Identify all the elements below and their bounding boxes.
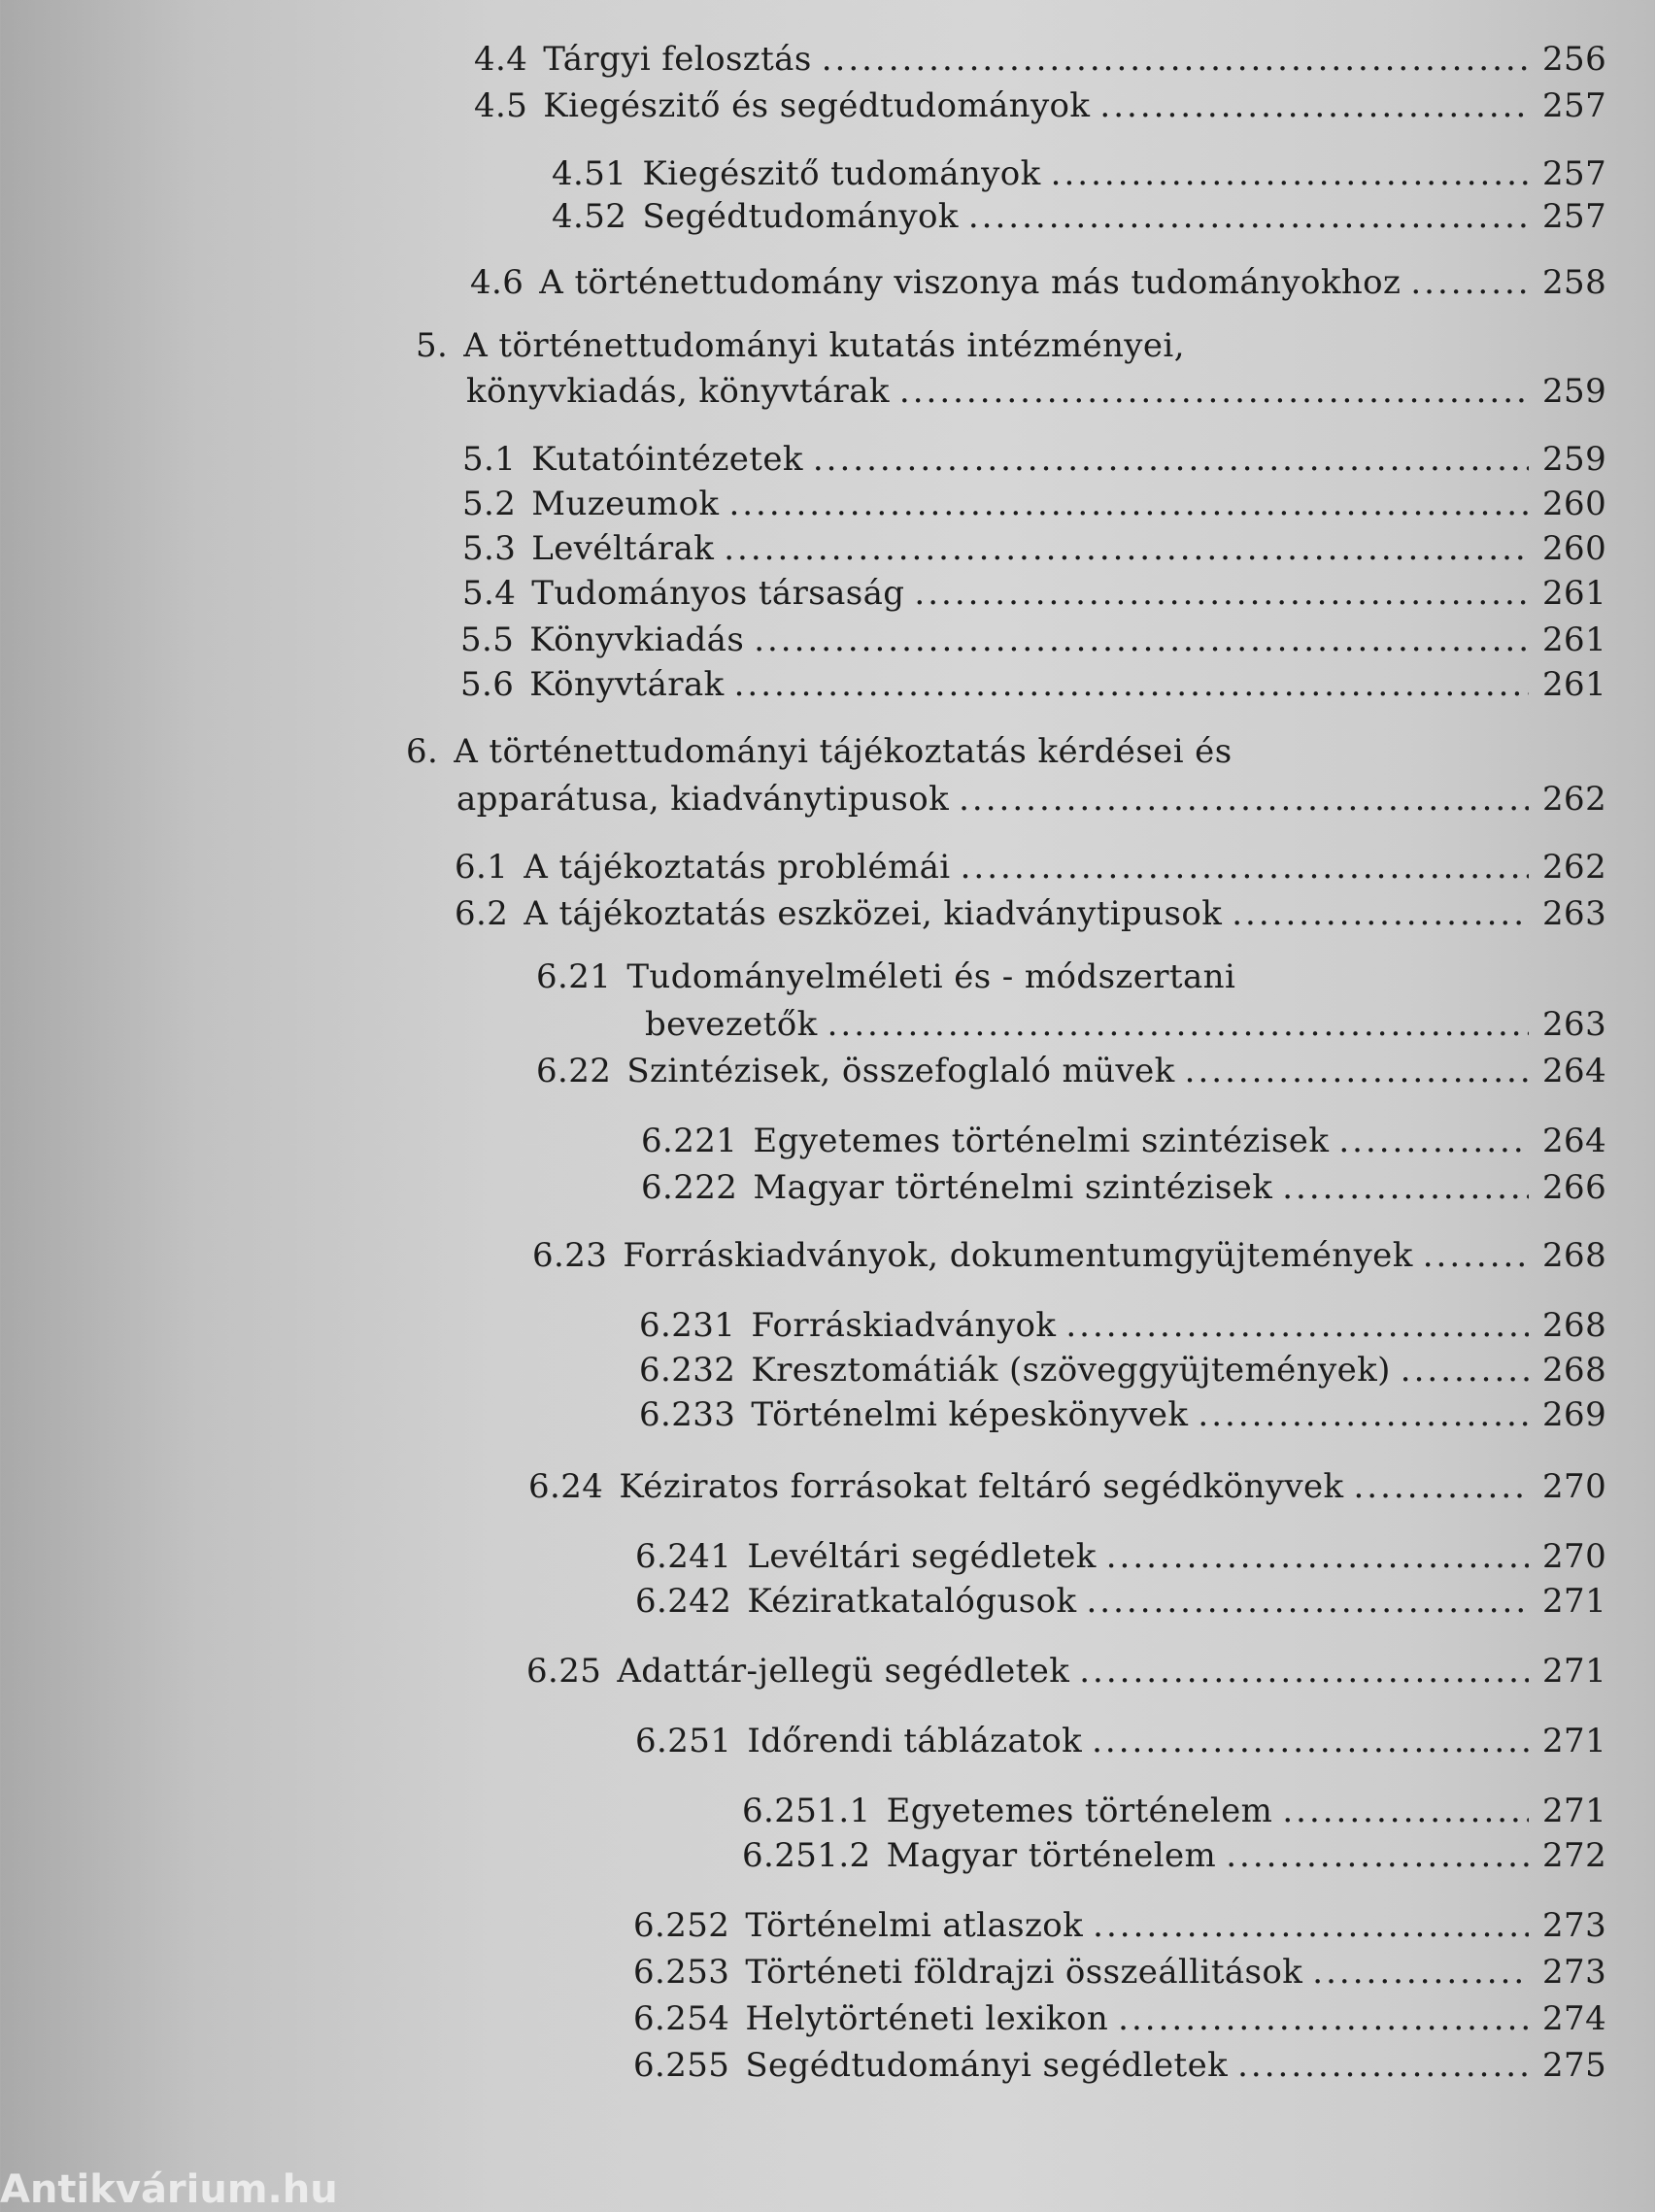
toc-title: Kutatóintézetek: [531, 440, 803, 479]
toc-page-number: 264: [1542, 1052, 1607, 1090]
toc-number: 6.251.2: [742, 1836, 871, 1875]
toc-entry-5-5: [460, 610, 1607, 659]
toc-number: 6.255: [633, 2046, 730, 2085]
toc-title: A történettudomány viszonya más tudományokhoz: [539, 263, 1402, 302]
toc-page-number: 257: [1542, 197, 1607, 236]
dot-leader: [1282, 1171, 1529, 1204]
toc-title: Történeti földrajzi összeállitások: [745, 1953, 1303, 1992]
dot-leader: [1185, 1055, 1529, 1088]
toc-entry-4-52: [552, 186, 1607, 236]
toc-page-number: 268: [1542, 1351, 1607, 1390]
toc-number: 6.232: [639, 1351, 736, 1390]
toc-number: 5.3: [462, 529, 517, 568]
toc-entry-5-6: [460, 654, 1607, 704]
toc-entry-5-line1: [416, 318, 1185, 365]
toc-title: Forráskiadványok, dokumentumgyüjtemények: [623, 1236, 1413, 1275]
toc-title: Tudományelméleti és - módszertani: [626, 957, 1236, 996]
toc-number: 6.222: [641, 1168, 738, 1207]
toc-page-number: 256: [1542, 40, 1607, 79]
toc-number: 6.25: [526, 1652, 602, 1691]
toc-number: 6.221: [641, 1122, 738, 1160]
toc-entry-4-51: [552, 144, 1607, 193]
dot-leader: [1079, 1655, 1529, 1688]
toc-number: 4.4: [474, 40, 528, 79]
toc-entry-6-2: [455, 884, 1607, 933]
dot-leader: [728, 487, 1529, 520]
toc-page-number: 271: [1542, 1652, 1607, 1691]
toc-title: Egyetemes történelmi szintézisek: [753, 1122, 1330, 1160]
toc-page-number: 270: [1542, 1537, 1607, 1576]
toc-entry-5: [466, 361, 1607, 411]
toc-title: Segédtudományok: [642, 197, 959, 236]
dot-leader: [1198, 1398, 1529, 1431]
toc-title: Tárgyi felosztás: [543, 40, 812, 79]
toc-page-number: 266: [1542, 1168, 1607, 1207]
toc-number: 6.252: [633, 1906, 730, 1945]
dot-leader: [1338, 1124, 1529, 1157]
toc-entry-6-252: [633, 1895, 1607, 1945]
toc-title: Történelmi atlaszok: [745, 1906, 1084, 1945]
toc-entry-6: [456, 769, 1607, 819]
toc-entry-6-255: [633, 2035, 1607, 2085]
toc-page-number: 268: [1542, 1306, 1607, 1345]
dot-leader: [1312, 1956, 1529, 1989]
dot-leader: [1106, 1540, 1529, 1573]
toc-number: 6.251.1: [742, 1792, 871, 1830]
dot-leader: [724, 532, 1529, 565]
dot-leader: [1118, 2002, 1529, 2035]
toc-number: 4.6: [470, 263, 524, 302]
toc-title: Segédtudományi segédletek: [745, 2046, 1229, 2085]
toc-title: Forráskiadványok: [751, 1306, 1057, 1345]
toc-page-number: 261: [1542, 665, 1607, 704]
toc-title: Kiegészitő és segédtudományok: [543, 86, 1091, 125]
toc-entry-6-253: [633, 1942, 1607, 1992]
toc-page-number: 260: [1542, 529, 1607, 568]
dot-leader: [1092, 1725, 1529, 1758]
toc-title: A tájékoztatás eszközei, kiadványtipusok: [524, 894, 1223, 933]
toc-page-number: 269: [1542, 1395, 1607, 1434]
toc-entry-6-233: [639, 1385, 1607, 1434]
dot-leader: [1232, 897, 1529, 930]
toc-title: Magyar történelmi szintézisek: [753, 1168, 1273, 1207]
dot-leader: [899, 375, 1529, 408]
toc-title: Kéziratos forrásokat feltáró segédkönyvek: [619, 1467, 1344, 1506]
toc-page-number: 257: [1542, 154, 1607, 193]
dot-leader: [1353, 1470, 1529, 1503]
dot-leader: [822, 43, 1529, 76]
toc-entry-6-1: [455, 837, 1607, 887]
toc-title: Magyar történelem: [886, 1836, 1217, 1875]
toc-number: 5.2: [462, 485, 517, 523]
toc-number: 5.6: [460, 665, 515, 704]
toc-entry-6-21: [645, 994, 1607, 1044]
toc-number: 5.1: [462, 440, 517, 479]
dot-leader: [754, 623, 1529, 656]
toc-entry-4-5: [474, 76, 1607, 125]
toc-title: Kresztomátiák (szöveggyüjtemények): [751, 1351, 1391, 1390]
toc-number: 6.242: [635, 1582, 732, 1621]
toc-title-continuation: apparátusa, kiadványtipusok: [456, 780, 950, 819]
toc-page-number: 261: [1542, 620, 1607, 659]
toc-title: Levéltárak: [531, 529, 715, 568]
toc-entry-6-22: [536, 1041, 1606, 1088]
dot-leader: [1423, 1239, 1529, 1272]
dot-leader: [968, 200, 1529, 233]
toc-number: 5.4: [462, 574, 517, 613]
toc-number: 6.253: [633, 1953, 730, 1992]
dot-leader: [959, 783, 1529, 816]
dot-leader: [1401, 1354, 1529, 1387]
toc-entry-4-6: [470, 252, 1607, 302]
dot-leader: [1226, 1839, 1529, 1872]
toc-number: 5.: [416, 326, 449, 365]
toc-number: 6.1: [455, 848, 509, 887]
toc-page-number: 261: [1542, 574, 1607, 613]
toc-page-number: 262: [1542, 848, 1607, 887]
toc-page-number: 262: [1542, 780, 1607, 819]
dot-leader: [1093, 1909, 1529, 1942]
toc-number: 6.: [406, 732, 439, 771]
dot-leader: [1282, 1794, 1529, 1827]
toc-number: 6.233: [639, 1395, 736, 1434]
toc-page-number: 264: [1542, 1122, 1607, 1160]
toc-entry-6-242: [635, 1571, 1607, 1621]
toc-number: 4.52: [552, 197, 627, 236]
toc-page-number: 272: [1542, 1836, 1607, 1875]
toc-entry-5-4: [462, 563, 1607, 613]
toc-entry-5-2: [462, 474, 1607, 523]
toc-entry-6-221: [641, 1111, 1607, 1160]
toc-page-number: 274: [1542, 1999, 1607, 2038]
dot-leader: [1051, 157, 1529, 190]
toc-title: Levéltári segédletek: [747, 1537, 1097, 1576]
toc-entry-6-254: [633, 1989, 1607, 2038]
toc-entry-6-251: [635, 1711, 1606, 1758]
toc-page-number: 270: [1542, 1467, 1607, 1506]
toc-title: Kéziratkatalógusok: [747, 1582, 1077, 1621]
toc-number: 4.51: [552, 154, 627, 193]
toc-page-number: 263: [1542, 1005, 1607, 1044]
dot-leader: [914, 577, 1529, 610]
toc-title: Tudományos társaság: [531, 574, 905, 613]
toc-number: 6.22: [536, 1052, 612, 1090]
toc-page-number: 268: [1542, 1236, 1607, 1275]
toc-title: Szintézisek, összefoglaló müvek: [626, 1052, 1175, 1090]
toc-entry-6-21-line1: [536, 950, 1235, 996]
toc-page-number: 259: [1542, 440, 1607, 479]
toc-number: 6.251: [635, 1722, 732, 1760]
toc-page-number: 273: [1542, 1953, 1607, 1992]
toc-title: Könyvkiadás: [529, 620, 745, 659]
dot-leader: [1237, 2049, 1529, 2082]
toc-title: A tájékoztatás problémái: [524, 848, 951, 887]
toc-entry-6-241: [635, 1526, 1607, 1576]
toc-number: 6.241: [635, 1537, 732, 1576]
dot-leader: [813, 443, 1529, 476]
toc-entry-5-3: [462, 519, 1607, 568]
toc-title: Könyvtárak: [529, 665, 725, 704]
toc-page-number: 271: [1542, 1792, 1607, 1830]
toc-page-number: 273: [1542, 1906, 1607, 1945]
dot-leader: [1086, 1585, 1529, 1618]
dot-leader: [1065, 1309, 1529, 1342]
toc-number: 6.21: [536, 957, 612, 996]
dot-leader: [734, 668, 1529, 701]
toc-title-continuation: bevezetők: [645, 1005, 818, 1044]
toc-entry-6-24: [528, 1457, 1607, 1506]
toc-number: 6.23: [532, 1236, 608, 1275]
toc-title: Muzeumok: [531, 485, 720, 523]
toc-entry-6-251-2: [742, 1826, 1607, 1875]
toc-entry-6-222: [641, 1157, 1607, 1207]
toc-title: A történettudományi kutatás intézményei,: [463, 326, 1185, 365]
toc-page-number: 258: [1542, 263, 1607, 302]
toc-page-number: 275: [1542, 2046, 1607, 2085]
toc-title: A történettudományi tájékoztatás kérdései és: [454, 732, 1233, 771]
toc-title-continuation: könyvkiadás, könyvtárak: [466, 372, 890, 411]
toc-entry-4-4: [474, 29, 1607, 79]
toc-page-number: 259: [1542, 372, 1607, 411]
toc-entry-6-251-1: [742, 1781, 1607, 1830]
toc-number: 4.5: [474, 86, 528, 125]
toc-title: Adattár-jellegü segédletek: [617, 1652, 1070, 1691]
toc-number: 6.2: [455, 894, 509, 933]
toc-number: 5.5: [460, 620, 515, 659]
dot-leader: [961, 851, 1529, 884]
dot-leader: [828, 1008, 1529, 1041]
toc-number: 6.231: [639, 1306, 736, 1345]
toc-page-number: 260: [1542, 485, 1607, 523]
toc-number: 6.254: [633, 1999, 730, 2038]
dot-leader: [1410, 266, 1529, 299]
toc-entry-6-25: [526, 1641, 1607, 1691]
toc-entry-6-232: [639, 1340, 1607, 1390]
toc-page-number: 263: [1542, 894, 1607, 933]
toc-title: Időrendi táblázatok: [747, 1722, 1083, 1760]
toc-entry-6-line1: [406, 724, 1233, 771]
toc-entry-6-23: [532, 1225, 1607, 1275]
toc-entry-5-1: [462, 429, 1607, 479]
toc-title: Kiegészitő tudományok: [642, 154, 1041, 193]
toc-page-number: 257: [1542, 86, 1607, 125]
toc-page-number: 271: [1542, 1582, 1607, 1621]
toc-title: Helytörténeti lexikon: [745, 1999, 1109, 2038]
toc-title: Történelmi képeskönyvek: [751, 1395, 1189, 1434]
toc-entry-6-231: [639, 1295, 1607, 1345]
dot-leader: [1099, 89, 1529, 122]
watermark: Antikvárium.hu: [0, 2167, 338, 2212]
toc-title: Egyetemes történelem: [886, 1792, 1273, 1830]
toc-number: 6.24: [528, 1467, 604, 1506]
toc-page-number: 271: [1542, 1722, 1607, 1760]
